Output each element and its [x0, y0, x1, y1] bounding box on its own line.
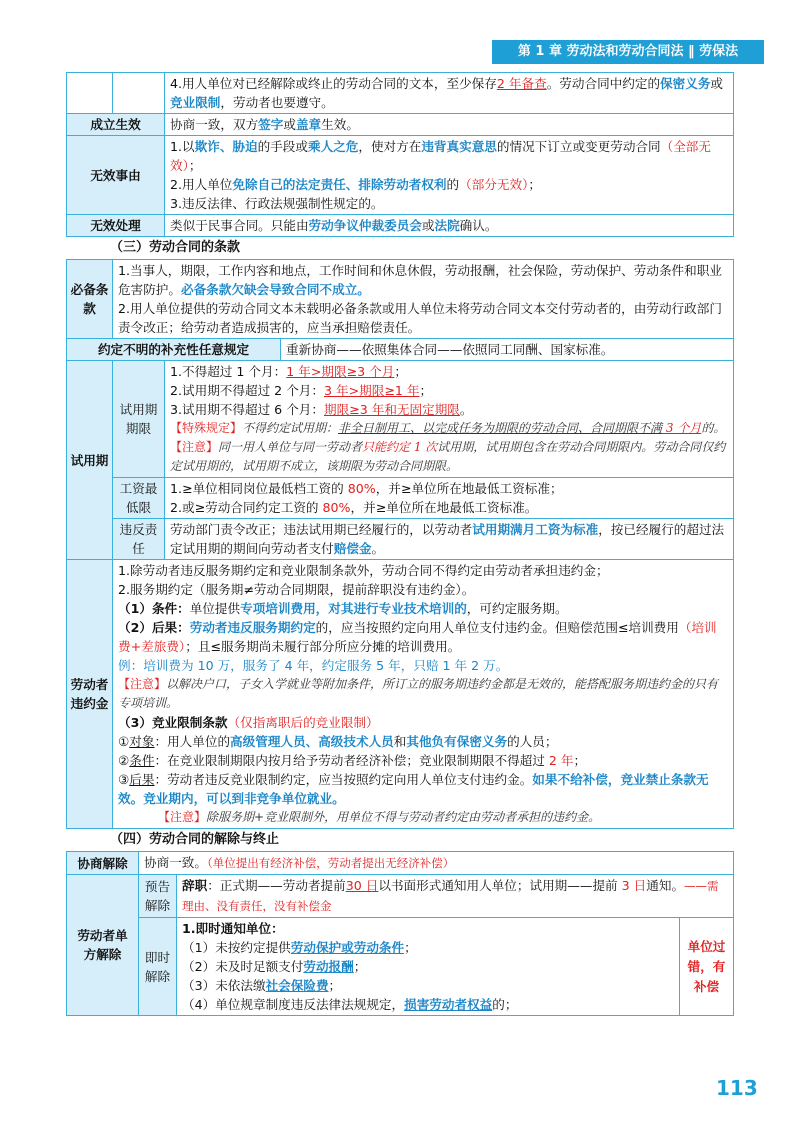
page-content	[66, 72, 734, 1016]
invalid-label: 无效事由	[67, 136, 165, 215]
blank-cell	[113, 73, 165, 114]
invalid-text: 1.以欺诈、胁迫的手段或乘人之危，使对方在违背真实意思的情况下订立或变更劳动合同（全部无效）； 2.用人单位免除自己的法定责任、排除劳动者权利的（部分无效）； 3.违反法律、行政法规强制性规定的。	[165, 136, 734, 215]
probation-term-text: 1.不得超过 1 个月：1 年>期限≥3 个月； 2.试用期不得超过 2 个月：3 年>期限≥1 年； 3.试用期不得超过 6 个月：期限≥3 年和无固定期限。 【特殊规定】不得约定试用期：非全日制用工、以完成任务为期限的劳动合同、合同期限不满 3 个月的。 【注意】同一用人单位与同一劳动者只能约定 1 次试用期，试用期包含在劳动合同期限内。劳动合同仅约定试用期的，试用期不成立，该期限为劳动合同期限。	[165, 361, 734, 478]
contract-table-3	[66, 851, 734, 1016]
page-number: 113	[716, 1076, 758, 1100]
probation-label: 试用期	[67, 361, 113, 560]
probation-wage-text: 1.≥单位相同岗位最低档工资的 80%，并≥单位所在地最低工资标准； 2.或≥劳动合同约定工资的 80%，并≥单位所在地最低工资标准。	[165, 478, 734, 519]
fault-note: 单位过错，有补偿	[679, 918, 733, 1016]
probation-violation-text: 劳动部门责令改正；违法试用期已经履行的，以劳动者试用期满月工资为标准，按已经履行的超过法定试用期的期间向劳动者支付赔偿金。	[165, 519, 734, 560]
probation-wage-label: 工资最低限	[113, 478, 165, 519]
unilateral-label: 劳动者单方解除	[67, 875, 139, 1016]
immediate-text: 1.即时通知单位： （1）未按约定提供劳动保护或劳动条件； （2）未及时足额支付劳动报酬； （3）未依法缴社会保险费； （4）单位规章制度违反法律法规规定，损害劳动者权益的；	[177, 918, 680, 1016]
notice-label: 预告解除	[139, 875, 177, 918]
blank-cell	[67, 73, 113, 114]
must-clause-text: 1.当事人，期限，工作内容和地点，工作时间和休息休假，劳动报酬，社会保险，劳动保护、劳动条件和职业危害防护。必备条款欠缺会导致合同不成立。 2.用人单位提供的劳动合同文本未载明必备条款或用人单位未将劳动合同文本交付劳动者的，由劳动行政部门责令改正；给劳动者造成损害的，应当承担赔偿责任。	[113, 260, 734, 339]
establish-text: 协商一致，双方签字或盖章生效。	[165, 114, 734, 136]
page-header: 第 1 章 劳动法和劳动合同法 ‖ 劳保法	[492, 40, 764, 64]
probation-violation-label: 违反责任	[113, 519, 165, 560]
contract-table-1	[66, 72, 734, 237]
unclear-clause-label: 约定不明的补充性任意规定	[67, 339, 281, 361]
negotiate-label: 协商解除	[67, 852, 139, 875]
unclear-clause-text: 重新协商——依照集体合同——依照同工同酬、国家标准。	[281, 339, 734, 361]
notice-text: 辞职：正式期——劳动者提前30 日以书面形式通知用人单位；试用期——提前 3 日通知。——需理由、没有责任，没有补偿金	[177, 875, 734, 918]
penalty-label: 劳动者违约金	[67, 560, 113, 829]
retention-text: 4.用人单位对已经解除或终止的劳动合同的文本，至少保存2 年备查。劳动合同中约定的保密义务或竞业限制，劳动者也要遵守。	[165, 73, 734, 114]
section-4-title: （四）劳动合同的解除与终止	[110, 832, 280, 847]
negotiate-text: 协商一致。（单位提出有经济补偿，劳动者提出无经济补偿）	[139, 852, 734, 875]
contract-table-2	[66, 259, 734, 829]
section-3-title: （三）劳动合同的条款	[110, 240, 241, 255]
invalid-handle-label: 无效处理	[67, 215, 165, 237]
penalty-text: 1.除劳动者违反服务期约定和竞业限制条款外，劳动合同不得约定由劳动者承担违约金； 2.服务期约定（服务期≠劳动合同期限，提前辞职没有违约金）。 （1）条件：单位提供专项培训费用，对其进行专业技术培训的，可约定服务期。 （2）后果：劳动者违反服务期约定的，应当按照约定向用人单位支付违约金。但赔偿范围≤培训费用（培训费+差旅费）；且≤服务期尚未履行部分所应分摊的培训费用。 例：培训费为 10 万，服务了 4 年，约定服务 5 年，只赔 1 年 2 万。 【注意】以解决户口，子女入学就业等附加条件，所订立的服务期违约金都是无效的，能搭配服务期违约金的只有专项培训。 （3）竞业限制条款（仅指离职后的竞业限制） ①对象：用人单位的高级管理人员、高级技术人员和其他负有保密义务的人员； ②条件：在竞业限制期限内按月给予劳动者经济补偿；竞业限制期限不得超过 2 年； ③后果：劳动者违反竞业限制约定，应当按照约定向用人单位支付违约金。如果不给补偿，竞业禁止条款无效。竞业期内，可以到非竞争单位就业。 【注意】除服务期+竞业限制外，用单位不得与劳动者约定由劳动者承担的违约金。	[113, 560, 734, 829]
must-clause-label: 必备条款	[67, 260, 113, 339]
immediate-label: 即时解除	[139, 918, 177, 1016]
probation-term-label: 试用期期限	[113, 361, 165, 478]
invalid-handle-text: 类似于民事合同。只能由劳动争议仲裁委员会或法院确认。	[165, 215, 734, 237]
establish-label: 成立生效	[67, 114, 165, 136]
